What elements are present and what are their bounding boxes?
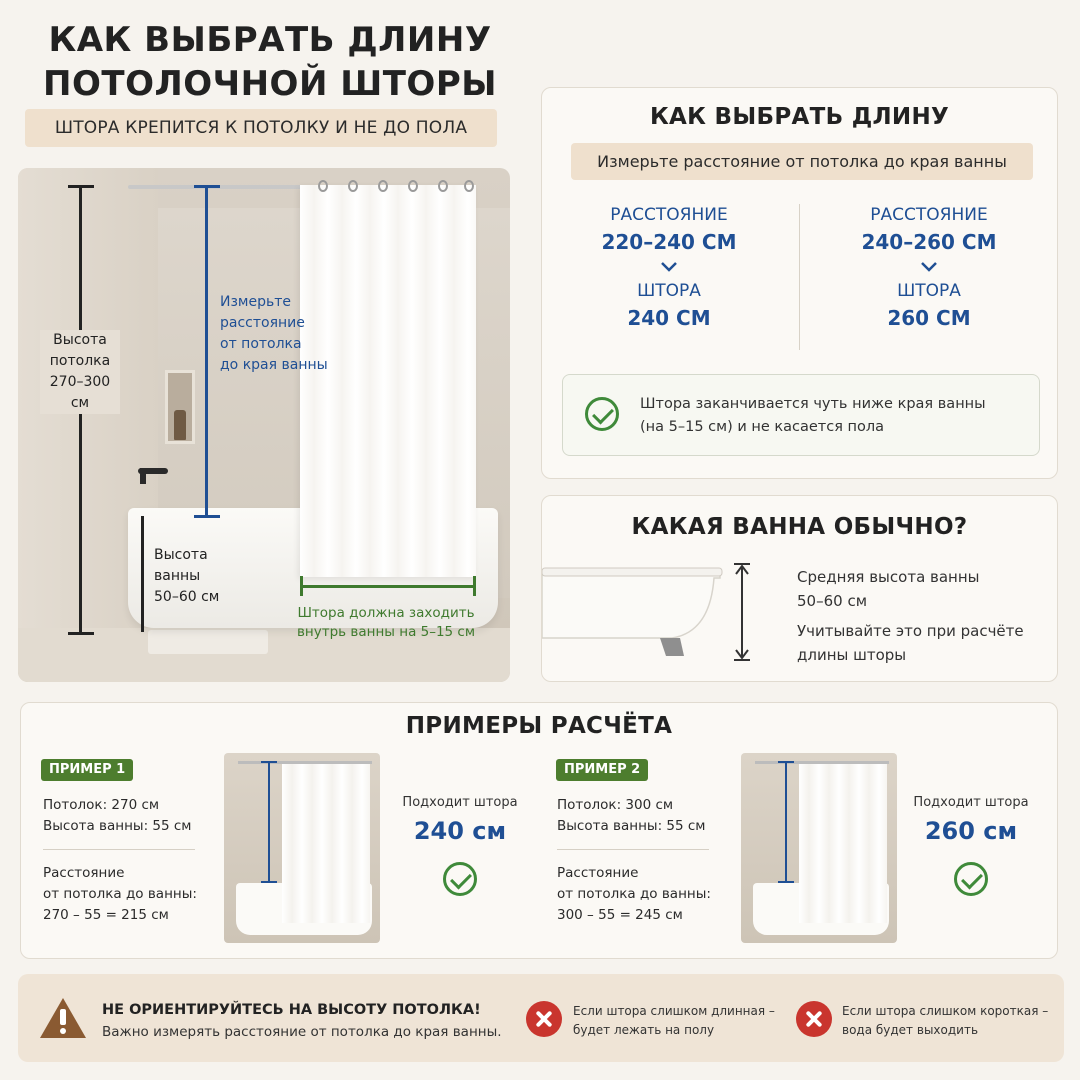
warning-main-text: Важно измерять расстояние от потолка до края ванны. [102, 1024, 502, 1040]
overlap-cap-right [473, 576, 476, 596]
example-1-illustration [224, 753, 380, 943]
chevron-down-icon [919, 259, 939, 275]
curtain-ring-icon [318, 180, 328, 192]
mini-curtain [282, 763, 370, 923]
example-line: Высота ванны: 55 см [557, 818, 706, 834]
option-curtain-value: 260 СМ [887, 306, 971, 330]
overlap-cap-left [300, 576, 303, 596]
option-column-1 [559, 202, 779, 332]
overlap-line [301, 585, 475, 588]
ceiling-height-cap-bottom [68, 632, 94, 635]
warning-too-long [573, 1002, 775, 1040]
mini-measure-line [268, 761, 270, 883]
option-divider [799, 204, 800, 350]
mini-measure-cap [778, 881, 794, 883]
faucet-stem [140, 468, 146, 484]
ceiling-height-cap-top [68, 185, 94, 188]
measure-distance-line [205, 186, 208, 516]
example-line: Потолок: 300 см [557, 797, 674, 813]
warning-main-title: НЕ ОРИЕНТИРУЙТЕСЬ НА ВЫСОТУ ПОТОЛКА! [102, 1002, 481, 1018]
example-2-divider [557, 849, 709, 850]
example-2-calc [557, 863, 711, 926]
curtain-end-note [562, 374, 1040, 456]
note-line: Штора заканчивается чуть ниже края ванны [640, 396, 986, 412]
ceiling-label-line: потолка [49, 353, 111, 369]
measure-label-line: до края ванны [220, 357, 328, 373]
example-line: Высота ванны: 55 см [43, 818, 192, 834]
warning-exclamation [60, 1009, 66, 1025]
bathroom-illustration [18, 168, 510, 682]
warning-line: Если штора слишком длинная – [573, 1004, 775, 1018]
example-2-fits-value: 260 см [924, 817, 1018, 845]
tub-text-line: Средняя высота ванны [797, 568, 980, 586]
shower-curtain [300, 185, 476, 577]
check-circle-icon [954, 862, 988, 896]
example-2-fits-label: Подходит штора [913, 795, 1029, 810]
mini-curtain [799, 763, 887, 923]
tub-height-arrow-icon [732, 562, 752, 662]
measure-distance-cap-top [194, 185, 220, 188]
choose-length-card [541, 87, 1058, 479]
tub-text-line: длины шторы [797, 646, 907, 664]
curtain-ring-icon [348, 180, 358, 192]
option-distance-label: РАССТОЯНИЕ [870, 205, 988, 225]
example-1-fits-label: Подходит штора [402, 795, 518, 810]
measure-label-line: Измерьте [220, 294, 291, 310]
warning-too-short [842, 1002, 1048, 1040]
option-curtain-label: ШТОРА [637, 281, 701, 301]
check-circle-icon [585, 397, 619, 431]
warning-line: будет лежать на полу [573, 1023, 715, 1037]
warning-exclamation-dot [60, 1028, 66, 1034]
example-line: Потолок: 270 см [43, 797, 160, 813]
option-distance-value: 220–240 СМ [601, 230, 737, 254]
curtain-ring-icon [464, 180, 474, 192]
tub-text-line: 50–60 см [797, 592, 868, 610]
tub-card-title: КАКАЯ ВАННА ОБЫЧНО? [631, 514, 968, 540]
title-line-2: ПОТОЛОЧНОЙ ШТОРЫ [43, 64, 497, 104]
tub-label-line: Высота [154, 547, 208, 563]
warning-line: вода будет выходить [842, 1023, 979, 1037]
example-line: Расстояние [557, 865, 639, 881]
ceiling-label-line: Высота [53, 332, 107, 348]
tub-height-line [141, 516, 144, 632]
example-line: 300 – 55 = 245 см [557, 907, 683, 923]
x-circle-icon [526, 1001, 562, 1037]
choose-length-instruction: Измерьте расстояние от потолка до края ванны [571, 143, 1033, 180]
check-circle-icon [443, 862, 477, 896]
overlap-label [286, 604, 486, 642]
page-subtitle: ШТОРА КРЕПИТСЯ К ПОТОЛКУ И НЕ ДО ПОЛА [25, 109, 497, 147]
mini-measure-cap [261, 761, 277, 763]
tub-label-line: 50–60 см [154, 589, 220, 605]
curtain-ring-icon [438, 180, 448, 192]
x-circle-icon [796, 1001, 832, 1037]
example-1-inputs [43, 795, 192, 837]
overlap-label-line: внутрь ванны на 5–15 см [296, 624, 476, 640]
examples-card [20, 702, 1058, 959]
example-line: от потолка до ванны: [557, 886, 711, 902]
mini-rod [755, 761, 889, 764]
bath-rug [148, 630, 268, 654]
choose-length-title: КАК ВЫБРАТЬ ДЛИНУ [649, 104, 950, 130]
example-2-illustration [741, 753, 897, 943]
example-1-divider [43, 849, 195, 850]
ceiling-height-label [40, 330, 120, 414]
option-curtain-label: ШТОРА [897, 281, 961, 301]
option-distance-value: 240–260 СМ [861, 230, 997, 254]
example-line: от потолка до ванны: [43, 886, 197, 902]
title-line-1: КАК ВЫБРАТЬ ДЛИНУ [48, 20, 492, 60]
example-2-badge: ПРИМЕР 2 [556, 759, 648, 781]
examples-title: ПРИМЕРЫ РАСЧЁТА [405, 713, 673, 739]
tub-height-card [541, 495, 1058, 682]
chevron-down-icon [659, 259, 679, 275]
mini-measure-cap [261, 881, 277, 883]
page-title [20, 18, 520, 106]
bathtub-icon [542, 564, 727, 664]
option-distance-label: РАССТОЯНИЕ [610, 205, 728, 225]
measure-distance-cap-bottom [194, 515, 220, 518]
example-line: 270 – 55 = 215 см [43, 907, 169, 923]
overlap-label-line: Штора должна заходить [297, 605, 475, 621]
curtain-end-note-text [640, 393, 986, 439]
curtain-ring-icon [378, 180, 388, 192]
example-2-inputs [557, 795, 706, 837]
example-1-fits-value: 240 см [413, 817, 507, 845]
example-line: Расстояние [43, 865, 125, 881]
measure-label-line: расстояние [220, 315, 305, 331]
option-curtain-value: 240 СМ [627, 306, 711, 330]
tub-card-text [797, 565, 1024, 667]
tub-text-line: Учитывайте это при расчёте [797, 622, 1024, 640]
example-1-badge: ПРИМЕР 1 [41, 759, 133, 781]
curtain-ring-icon [408, 180, 418, 192]
option-column-2 [819, 202, 1039, 332]
tub-label-line: ванны [154, 568, 201, 584]
mini-measure-line [785, 761, 787, 883]
measure-label-line: от потолка [220, 336, 302, 352]
soap-bottle-icon [174, 410, 186, 440]
ceiling-label-line: 270–300 см [49, 374, 111, 411]
note-line: (на 5–15 см) и не касается пола [640, 419, 885, 435]
mini-rod [238, 761, 372, 764]
measure-distance-label [220, 292, 350, 376]
mini-measure-cap [778, 761, 794, 763]
warning-line: Если штора слишком короткая – [842, 1004, 1049, 1018]
tub-height-label [154, 545, 244, 608]
example-1-calc [43, 863, 197, 926]
